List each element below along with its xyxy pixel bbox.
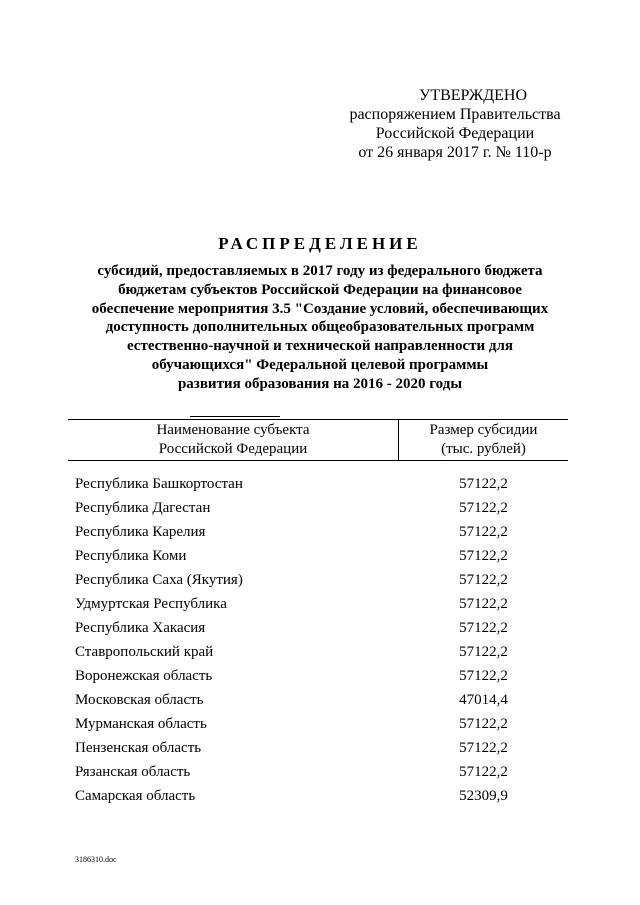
subtitle-line: доступность дополнительных общеобразовательных программ [105, 319, 535, 336]
region-name: Удмуртская Республика [75, 596, 227, 612]
column-header-amount [399, 421, 568, 459]
subsidy-amount: 57122,2 [459, 476, 508, 492]
region-name: Республика Хакасия [75, 620, 206, 636]
table-row [0, 616, 640, 640]
subsidy-amount: 57122,2 [459, 716, 508, 732]
file-name-footer: 3186310.doc [75, 855, 117, 864]
subsidy-amount: 57122,2 [459, 764, 508, 780]
subsidy-amount: 57122,2 [459, 572, 508, 588]
region-name: Воронежская область [75, 668, 213, 684]
subtitle-line: обучающихся" Федеральной целевой программы [151, 356, 489, 373]
table-row [0, 760, 640, 784]
column-header-amount-line: Размер субсидии [429, 422, 538, 438]
approval-line: Российской Федерации [375, 125, 535, 142]
table-row [0, 568, 640, 592]
document-title: РАСПРЕДЕЛЕНИЕ [218, 234, 422, 253]
table-body [0, 472, 640, 808]
subsidy-amount: 57122,2 [459, 500, 508, 516]
subsidy-amount: 57122,2 [459, 596, 508, 612]
region-name: Рязанская область [75, 764, 191, 780]
subsidy-amount: 57122,2 [459, 548, 508, 564]
approval-line: распоряжением Правительства [349, 106, 561, 123]
subtitle-line: субсидий, предоставляемых в 2017 году из федерального бюджета [97, 263, 543, 279]
region-name: Республика Коми [75, 548, 187, 564]
subtitle-line: развития образования на 2016 - 2020 годы [177, 375, 463, 392]
table-top-rule [68, 419, 568, 420]
region-name: Мурманская область [75, 716, 207, 732]
document-subtitle [60, 262, 580, 394]
subsidy-amount: 57122,2 [459, 524, 508, 540]
subsidy-amount: 57122,2 [459, 668, 508, 684]
region-name: Республика Башкортостан [75, 476, 243, 492]
table-header-bottom-rule [68, 460, 568, 461]
region-name: Московская область [75, 692, 204, 708]
subsidy-amount: 57122,2 [459, 644, 508, 660]
approval-heading: УТВЕРЖДЕНО [418, 87, 527, 104]
approval-line: от 26 января 2017 г. № 110-р [358, 144, 552, 161]
subsidy-amount: 57122,2 [459, 740, 508, 756]
table-row [0, 496, 640, 520]
column-header-name-line: Наименование субъекта [156, 422, 310, 438]
subtitle-line: естественно-научной и технической направленности для [126, 338, 514, 355]
region-name: Пензенская область [75, 740, 202, 756]
table-row [0, 712, 640, 736]
region-name: Республика Дагестан [75, 500, 211, 516]
table-row [0, 520, 640, 544]
subsidy-amount: 57122,2 [459, 620, 508, 636]
table-row [0, 664, 640, 688]
subtitle-line: бюджетам субъектов Российской Федерации на финансовое [118, 281, 522, 298]
subsidy-amount: 47014,4 [459, 692, 508, 708]
table-row [0, 544, 640, 568]
table-row [0, 784, 640, 808]
column-header-name-line: Российской Федерации [158, 441, 308, 457]
table-row [0, 736, 640, 760]
subtitle-line: обеспечение мероприятия 3.5 "Создание условий, обеспечивающих [91, 300, 549, 317]
region-name: Ставропольский край [75, 644, 214, 660]
region-name: Республика Саха (Якутия) [75, 572, 243, 588]
region-name: Республика Карелия [75, 524, 206, 540]
subsidy-amount: 52309,9 [459, 788, 508, 804]
header-rule-short [190, 416, 280, 417]
column-header-name [68, 421, 398, 459]
column-header-amount-line: (тыс. рублей) [441, 441, 526, 457]
table-row [0, 472, 640, 496]
region-name: Самарская область [75, 788, 196, 804]
table-row [0, 640, 640, 664]
table-row [0, 592, 640, 616]
approval-block [330, 86, 580, 162]
table-row [0, 688, 640, 712]
